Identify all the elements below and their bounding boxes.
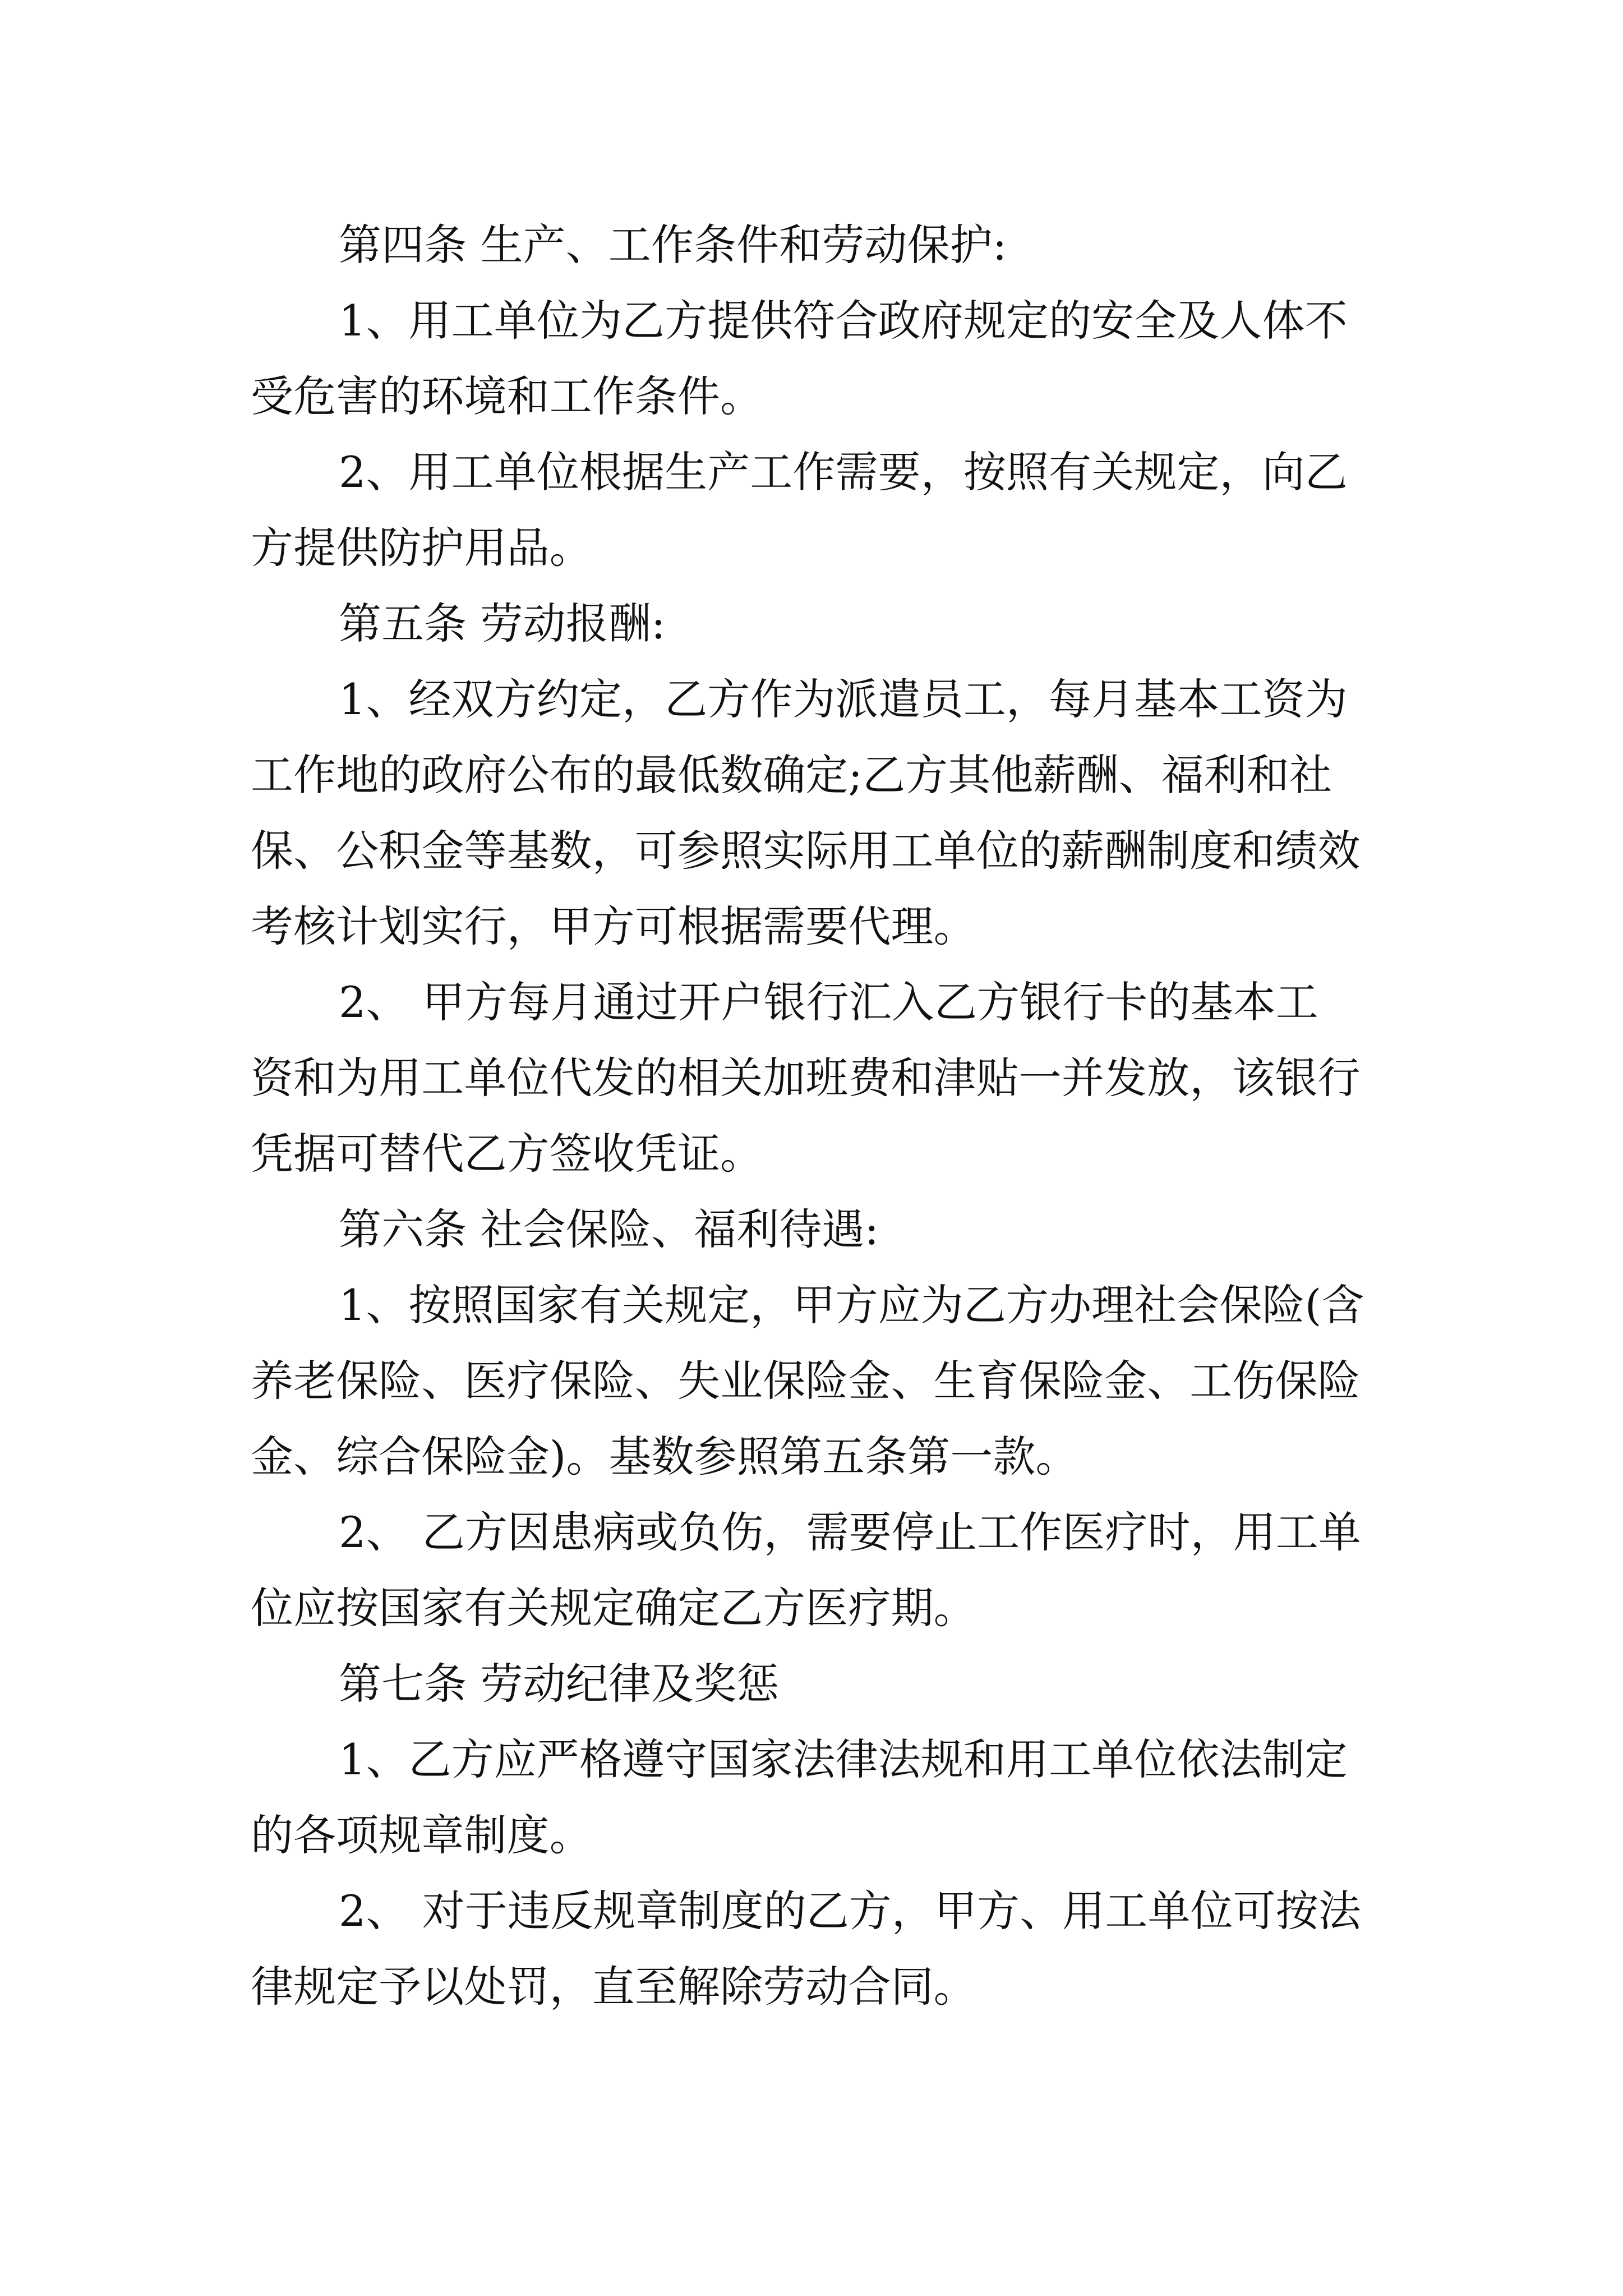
paragraph-line: 方提供防护用品。 bbox=[251, 523, 592, 573]
paragraph-line: 1、乙方应严格遵守国家法律法规和用工单位依法制定 bbox=[339, 1734, 1348, 1784]
article-7-heading: 第七条 劳动纪律及奖惩 bbox=[339, 1659, 780, 1709]
paragraph-line: 凭据可替代乙方签收凭证。 bbox=[251, 1129, 763, 1179]
paragraph-line: 1、经双方约定，乙方作为派遣员工，每月基本工资为 bbox=[339, 674, 1348, 724]
paragraph-line: 律规定予以处罚，直至解除劳动合同。 bbox=[251, 1962, 976, 2012]
paragraph-line: 的各项规章制度。 bbox=[251, 1810, 592, 1860]
paragraph-line: 位应按国家有关规定确定乙方医疗期。 bbox=[251, 1583, 976, 1633]
paragraph-line: 保、公积金等基数，可参照实际用工单位的薪酬制度和绩效 bbox=[251, 826, 1361, 876]
article-5-heading: 第五条 劳动报酬: bbox=[339, 599, 666, 648]
paragraph-line: 受危害的环境和工作条件。 bbox=[251, 371, 763, 421]
article-4-heading: 第四条 生产、工作条件和劳动保护: bbox=[339, 220, 1007, 270]
paragraph-line: 2、 对于违反规章制度的乙方，甲方、用工单位可按法 bbox=[339, 1886, 1362, 1936]
paragraph-line: 金、综合保险金)。基数参照第五条第一款。 bbox=[251, 1432, 1078, 1481]
paragraph-line: 2、 乙方因患病或负伤，需要停止工作医疗时，用工单 bbox=[339, 1507, 1362, 1557]
paragraph-line: 考核计划实行，甲方可根据需要代理。 bbox=[251, 901, 976, 951]
article-6-heading: 第六条 社会保险、福利待遇: bbox=[339, 1204, 879, 1254]
paragraph-line: 工作地的政府公布的最低数确定;乙方其他薪酬、福利和社 bbox=[251, 750, 1332, 800]
paragraph-line: 2、用工单位根据生产工作需要，按照有关规定，向乙 bbox=[339, 447, 1348, 497]
paragraph-line: 2、 甲方每月通过开户银行汇入乙方银行卡的基本工 bbox=[339, 977, 1318, 1027]
paragraph-line: 养老保险、医疗保险、失业保险金、生育保险金、工伤保险 bbox=[251, 1356, 1361, 1406]
paragraph-line: 资和为用工单位代发的相关加班费和津贴一并发放，该银行 bbox=[251, 1053, 1361, 1103]
paragraph-line: 1、用工单位为乙方提供符合政府规定的安全及人体不 bbox=[339, 296, 1348, 346]
paragraph-line: 1、按照国家有关规定，甲方应为乙方办理社会保险(含 bbox=[339, 1280, 1364, 1330]
